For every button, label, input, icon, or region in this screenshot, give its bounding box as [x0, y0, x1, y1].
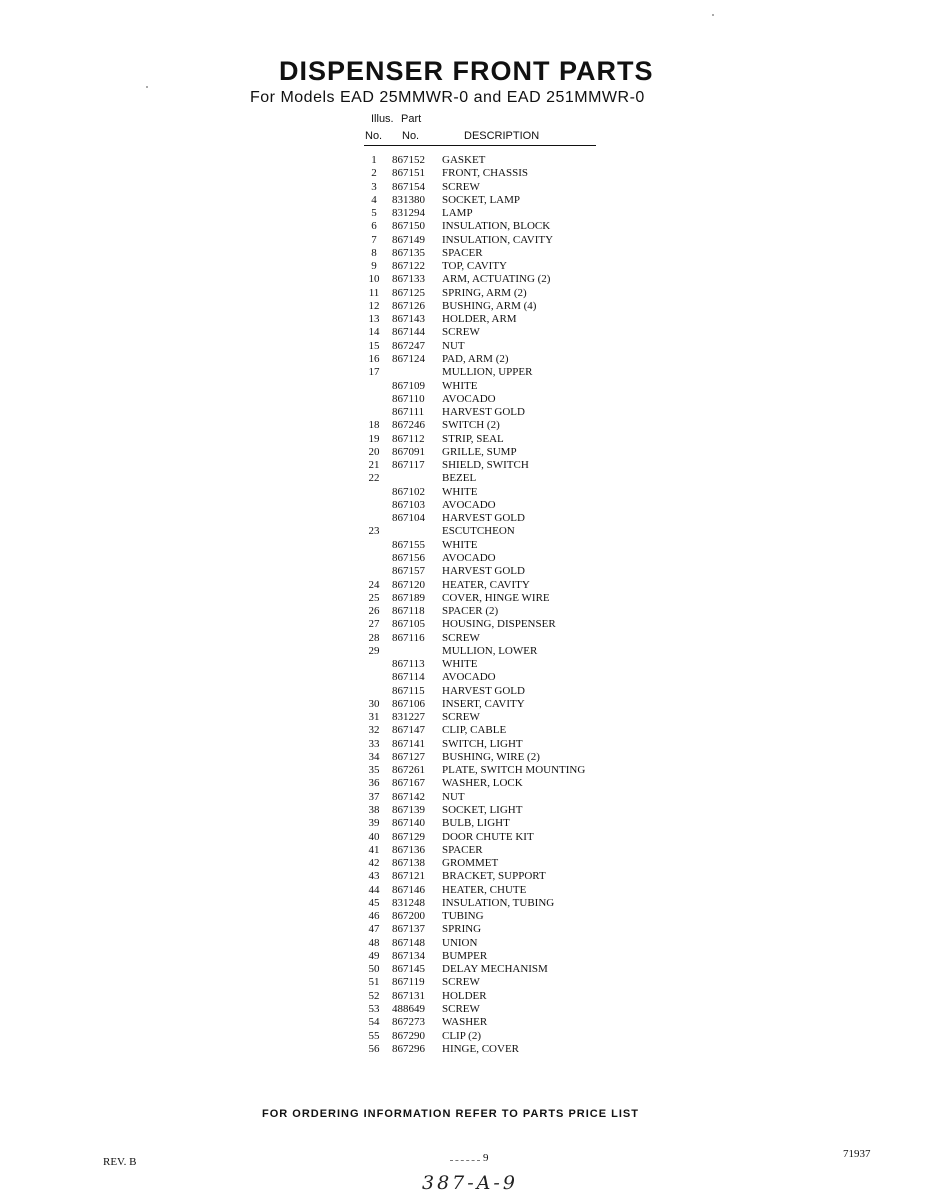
revision-label: REV. B: [103, 1156, 137, 1168]
illus-number: 51: [368, 976, 380, 989]
illus-number: 33: [368, 737, 380, 750]
illus-number: 28: [368, 631, 380, 644]
part-number: 867134: [392, 949, 425, 962]
illus-number: 5: [371, 207, 377, 220]
part-number: 867150: [392, 220, 425, 233]
illus-number: 40: [368, 830, 380, 843]
part-number: 867146: [392, 883, 425, 896]
illus-number: 23: [368, 525, 380, 538]
part-description: SPACER: [442, 843, 483, 856]
table-row: [0, 870, 951, 883]
header-part-no: No.: [402, 130, 420, 142]
table-row: [0, 950, 951, 963]
illus-number: 17: [368, 366, 380, 379]
part-description: SOCKET, LIGHT: [442, 804, 523, 817]
part-description: SPACER (2): [442, 605, 499, 618]
part-description: CLIP (2): [442, 1029, 482, 1042]
part-description: WHITE: [442, 658, 478, 671]
part-description: PLATE, SWITCH MOUNTING: [442, 764, 586, 777]
table-row: [0, 300, 951, 313]
table-row: [0, 353, 951, 366]
part-number: 867113: [392, 658, 425, 671]
part-description: AVOCADO: [442, 392, 496, 405]
part-number: 867103: [392, 498, 425, 511]
table-row: [0, 990, 951, 1003]
part-number: 867111: [392, 406, 425, 419]
illus-number: 11: [368, 286, 380, 299]
table-row: [0, 406, 951, 419]
table-row: [0, 632, 951, 645]
part-description: INSULATION, CAVITY: [442, 233, 554, 246]
part-number: 867119: [392, 976, 425, 989]
illus-number: 14: [368, 326, 380, 339]
table-row: [0, 446, 951, 459]
part-number: 867149: [392, 233, 425, 246]
part-number: 867127: [392, 750, 425, 763]
part-number: 867167: [392, 777, 425, 790]
table-row: [0, 976, 951, 989]
part-number: 867189: [392, 591, 425, 604]
part-number: 867151: [392, 167, 425, 180]
part-description: INSERT, CAVITY: [442, 697, 525, 710]
illus-number: 47: [368, 923, 380, 936]
part-number: 867122: [392, 260, 425, 273]
part-description: MULLION, UPPER: [442, 366, 533, 379]
illus-number: 45: [368, 896, 380, 909]
table-row: [0, 433, 951, 446]
table-row: [0, 897, 951, 910]
illus-number: 1: [371, 154, 377, 166]
part-description: BUSHING, WIRE (2): [442, 750, 540, 763]
part-description: HOLDER: [442, 989, 487, 1002]
part-number: 867296: [392, 1042, 425, 1055]
part-number: 867102: [392, 485, 425, 498]
handwritten-note: 387-A-9: [422, 1172, 518, 1194]
part-number: 867121: [392, 870, 425, 883]
part-number: 867091: [392, 445, 425, 458]
illus-number: 3: [371, 180, 377, 193]
part-description: NUT: [442, 339, 465, 352]
part-description: INSULATION, TUBING: [442, 896, 555, 909]
page-title: DISPENSER FRONT PARTS: [279, 56, 654, 86]
part-description: SCREW: [442, 180, 480, 193]
part-description: SCREW: [442, 1003, 480, 1015]
table-row: [0, 181, 951, 194]
part-number: 867142: [392, 790, 425, 803]
part-number: 867133: [392, 273, 425, 286]
illus-number: 12: [368, 299, 380, 312]
part-number: 867110: [392, 392, 425, 405]
part-number: 867137: [392, 923, 425, 936]
part-description: GASKET: [442, 154, 486, 166]
table-row: [0, 698, 951, 711]
part-number: 867139: [392, 804, 425, 817]
table-row: [0, 804, 951, 817]
part-number: 867148: [392, 936, 425, 949]
part-description: DOOR CHUTE KIT: [442, 830, 534, 843]
part-number: 867112: [392, 432, 425, 445]
illus-number: 15: [368, 339, 380, 352]
illus-number: 35: [368, 764, 380, 777]
table-row: [0, 884, 951, 897]
illus-number: 8: [371, 246, 377, 259]
illus-number: 44: [368, 883, 380, 896]
part-description: GROMMET: [442, 857, 499, 870]
table-row: [0, 419, 951, 432]
table-row: [0, 671, 951, 684]
illus-number: 38: [368, 804, 380, 817]
table-row: [0, 247, 951, 260]
part-number: 867157: [392, 565, 425, 578]
part-description: ARM, ACTUATING (2): [442, 273, 551, 286]
header-description: DESCRIPTION: [464, 130, 540, 142]
table-row: [0, 340, 951, 353]
table-row: [0, 154, 951, 167]
table-row: [0, 393, 951, 406]
table-row: [0, 738, 951, 751]
illus-number: 39: [368, 817, 380, 830]
page-number: 9: [483, 1152, 489, 1164]
table-row: [0, 260, 951, 273]
part-number: 867131: [392, 989, 425, 1002]
part-description: GRILLE, SUMP: [442, 445, 517, 458]
table-row: [0, 552, 951, 565]
table-row: [0, 791, 951, 804]
part-description: HEATER, CAVITY: [442, 578, 530, 591]
part-description: BRACKET, SUPPORT: [442, 870, 546, 883]
table-row: [0, 751, 951, 764]
part-number: 867118: [392, 605, 425, 618]
part-description: BEZEL: [442, 472, 477, 485]
illus-number: 13: [368, 313, 380, 326]
illus-number: 4: [371, 193, 377, 206]
part-description: ESCUTCHEON: [442, 525, 515, 538]
part-description: SPACER: [442, 246, 483, 259]
part-number: 867273: [392, 1016, 425, 1029]
ordering-note: FOR ORDERING INFORMATION REFER TO PARTS PRICE LIST: [262, 1108, 639, 1120]
illus-number: 36: [368, 777, 380, 790]
illus-number: 56: [368, 1042, 380, 1055]
part-number: 867143: [392, 313, 425, 326]
part-description: STRIP, SEAL: [442, 432, 504, 445]
part-number: 488649: [392, 1003, 425, 1015]
part-number: 867104: [392, 512, 425, 525]
illus-number: 42: [368, 857, 380, 870]
table-row: [0, 605, 951, 618]
illus-number: 18: [368, 419, 380, 432]
table-row: [0, 234, 951, 247]
scan-speck: [146, 86, 148, 88]
part-description: SHIELD, SWITCH: [442, 459, 529, 472]
illus-number: 41: [368, 843, 380, 856]
part-number: 867290: [392, 1029, 425, 1042]
illus-number: 20: [368, 445, 380, 458]
illus-number: 26: [368, 605, 380, 618]
part-description: SCREW: [442, 976, 480, 989]
table-row: [0, 220, 951, 233]
table-row: [0, 937, 951, 950]
table-row: [0, 207, 951, 220]
part-number: 867114: [392, 671, 425, 684]
illus-number: 31: [368, 711, 380, 724]
table-row: [0, 1003, 951, 1016]
part-number: 867129: [392, 830, 425, 843]
part-description: SCREW: [442, 711, 480, 724]
table-row: [0, 923, 951, 936]
table-row: [0, 539, 951, 552]
table-row: [0, 724, 951, 737]
illus-number: 52: [368, 989, 380, 1002]
part-description: UNION: [442, 936, 478, 949]
illus-number: 21: [368, 459, 380, 472]
part-description: FRONT, CHASSIS: [442, 167, 528, 180]
part-number: 867145: [392, 963, 425, 976]
table-row: [0, 685, 951, 698]
part-description: WASHER: [442, 1016, 488, 1029]
table-row: [0, 313, 951, 326]
part-number: 867116: [392, 631, 425, 644]
part-description: SPRING, ARM (2): [442, 286, 527, 299]
table-row: [0, 512, 951, 525]
part-description: BUSHING, ARM (4): [442, 299, 537, 312]
part-description: SOCKET, LAMP: [442, 193, 521, 206]
part-description: BULB, LIGHT: [442, 817, 510, 830]
table-row: [0, 273, 951, 286]
illus-number: 9: [371, 260, 377, 273]
part-description: SCREW: [442, 631, 480, 644]
table-row: [0, 910, 951, 923]
table-row: [0, 366, 951, 379]
table-row: [0, 963, 951, 976]
part-description: SPRING: [442, 923, 482, 936]
scan-speck: [712, 14, 714, 16]
part-number: 867124: [392, 352, 425, 365]
page-dash-mark: [450, 1160, 480, 1162]
table-row: [0, 486, 951, 499]
illus-number: 30: [368, 697, 380, 710]
table-row: [0, 459, 951, 472]
illus-number: 22: [368, 472, 380, 485]
part-description: PAD, ARM (2): [442, 352, 509, 365]
part-number: 867115: [392, 684, 425, 697]
part-description: AVOCADO: [442, 671, 496, 684]
table-row: [0, 499, 951, 512]
part-description: TUBING: [442, 910, 484, 923]
illus-number: 49: [368, 949, 380, 962]
illus-number: 50: [368, 963, 380, 976]
illus-number: 29: [368, 644, 380, 657]
part-description: LAMP: [442, 207, 473, 220]
parts-list: [0, 154, 951, 1056]
table-row: [0, 326, 951, 339]
table-row: [0, 525, 951, 538]
part-number: 831227: [392, 711, 425, 724]
header-divider: [364, 145, 596, 146]
part-number: 867152: [392, 154, 425, 166]
table-row: [0, 658, 951, 671]
part-number: 867141: [392, 737, 425, 750]
illus-number: 7: [371, 233, 377, 246]
part-number: 867200: [392, 910, 425, 923]
table-row: [0, 817, 951, 830]
illus-number: 27: [368, 618, 380, 631]
part-number: 867144: [392, 326, 425, 339]
table-row: [0, 1016, 951, 1029]
table-row: [0, 844, 951, 857]
table-row: [0, 287, 951, 300]
table-row: [0, 592, 951, 605]
table-row: [0, 618, 951, 631]
table-row: [0, 831, 951, 844]
part-number: 831248: [392, 896, 425, 909]
part-description: WASHER, LOCK: [442, 777, 523, 790]
table-row: [0, 1043, 951, 1056]
page-subtitle: For Models EAD 25MMWR-0 and EAD 251MMWR-0: [250, 89, 645, 106]
part-number: 867147: [392, 724, 425, 737]
part-number: 867261: [392, 764, 425, 777]
part-description: COVER, HINGE WIRE: [442, 591, 550, 604]
part-number: 867154: [392, 180, 425, 193]
part-description: SCREW: [442, 326, 480, 339]
table-row: [0, 777, 951, 790]
part-number: 867156: [392, 551, 425, 564]
part-number: 867125: [392, 286, 425, 299]
part-number: 867135: [392, 246, 425, 259]
table-row: [0, 380, 951, 393]
table-row: [0, 1030, 951, 1043]
part-number: 867138: [392, 857, 425, 870]
illus-number: 46: [368, 910, 380, 923]
part-description: HOUSING, DISPENSER: [442, 618, 556, 631]
part-number: 867109: [392, 379, 425, 392]
part-number: 867246: [392, 419, 425, 432]
part-description: SWITCH, LIGHT: [442, 737, 523, 750]
part-number: 867120: [392, 578, 425, 591]
part-number: 867247: [392, 339, 425, 352]
table-row: [0, 579, 951, 592]
table-row: [0, 764, 951, 777]
part-description: HEATER, CHUTE: [442, 883, 527, 896]
part-description: DELAY MECHANISM: [442, 963, 548, 976]
table-row: [0, 645, 951, 658]
part-description: AVOCADO: [442, 551, 496, 564]
part-description: WHITE: [442, 538, 478, 551]
illus-number: 6: [371, 220, 377, 233]
part-description: NUT: [442, 790, 465, 803]
table-row: [0, 857, 951, 870]
part-number: 867155: [392, 538, 425, 551]
illus-number: 54: [368, 1016, 380, 1029]
part-number: 867106: [392, 697, 425, 710]
part-number: 867136: [392, 843, 425, 856]
part-description: SWITCH (2): [442, 419, 500, 432]
illus-number: 34: [368, 750, 380, 763]
part-description: CLIP, CABLE: [442, 724, 507, 737]
part-description: BUMPER: [442, 949, 488, 962]
part-description: HOLDER, ARM: [442, 313, 517, 326]
illus-number: 53: [368, 1003, 380, 1015]
part-description: HINGE, COVER: [442, 1042, 519, 1055]
illus-number: 19: [368, 432, 380, 445]
illus-number: 25: [368, 591, 380, 604]
table-row: [0, 167, 951, 180]
part-description: WHITE: [442, 379, 478, 392]
table-row: [0, 565, 951, 578]
part-number: 867105: [392, 618, 425, 631]
illus-number: 16: [368, 352, 380, 365]
illus-number: 32: [368, 724, 380, 737]
part-number: 867126: [392, 299, 425, 312]
part-description: HARVEST GOLD: [442, 406, 525, 419]
illus-number: 37: [368, 790, 380, 803]
part-number: 831380: [392, 193, 425, 206]
illus-number: 48: [368, 936, 380, 949]
part-description: TOP, CAVITY: [442, 260, 507, 273]
part-description: HARVEST GOLD: [442, 684, 525, 697]
illus-number: 55: [368, 1029, 380, 1042]
table-row: [0, 711, 951, 724]
part-number: 831294: [392, 207, 425, 220]
table-row: [0, 194, 951, 207]
illus-number: 43: [368, 870, 380, 883]
part-description: HARVEST GOLD: [442, 512, 525, 525]
part-description: MULLION, LOWER: [442, 644, 538, 657]
illus-number: 2: [371, 167, 377, 180]
part-description: WHITE: [442, 485, 478, 498]
header-illus: Illus.: [371, 113, 394, 125]
illus-number: 10: [368, 273, 380, 286]
illus-number: 24: [368, 578, 380, 591]
part-number: 867117: [392, 459, 425, 472]
header-illus-no: No.: [365, 130, 383, 142]
header-part: Part: [401, 113, 422, 125]
table-row: [0, 472, 951, 485]
part-description: AVOCADO: [442, 498, 496, 511]
part-description: INSULATION, BLOCK: [442, 220, 551, 233]
document-number: 71937: [843, 1148, 871, 1160]
part-description: HARVEST GOLD: [442, 565, 525, 578]
part-number: 867140: [392, 817, 425, 830]
